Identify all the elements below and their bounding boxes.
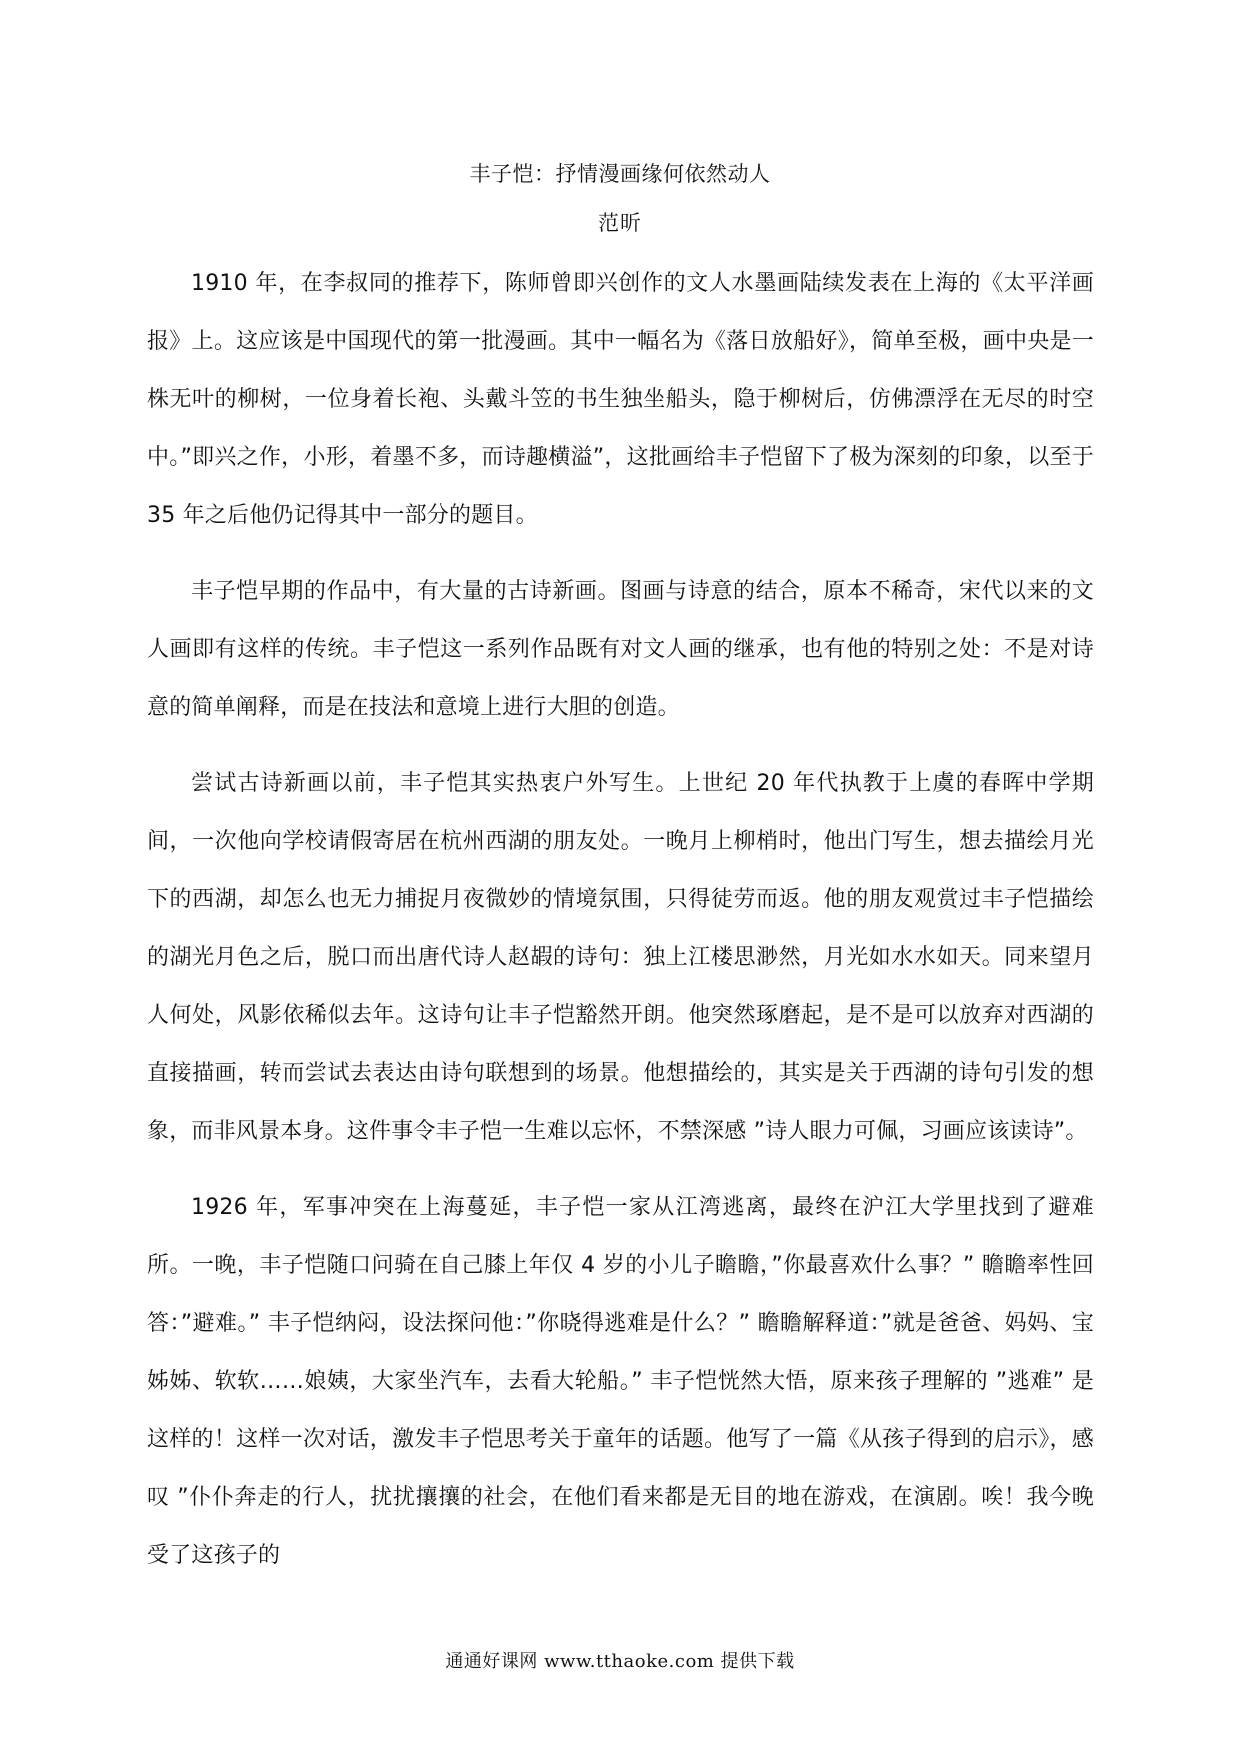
paragraph-1: 1910 年，在李叔同的推荐下，陈师曾即兴创作的文人水墨画陆续发表在上海的《太平洋画报》上。这应该是中国现代的第一批漫画。其中一幅名为《落日放船好》，简单至极，画中央是一株无叶的柳树，一位身着长袍、头戴斗笠的书生独坐船头，隐于柳树后，仿佛漂浮在无尽的时空中。”即兴之作，小形，着墨不多，而诗趣横溢”，这批画给丰子恺留下了极为深刻的印象，以至于 35 年之后他仍记得其中一部分的题目。 <box>147 271 1094 528</box>
document-author: 范昕 <box>598 211 642 235</box>
document-title: 丰子恺：抒情漫画缘何依然动人 <box>469 162 771 186</box>
document-body <box>147 255 1094 1603</box>
page-footer: 通通好课网 www.tthaoke.com 提供下载 <box>445 1651 795 1672</box>
paragraph-3: 尝试古诗新画以前，丰子恺其实热衷户外写生。上世纪 20 年代执教于上虞的春晖中学期间，一次他向学校请假寄居在杭州西湖的朋友处。一晚月上柳梢时，他出门写生，想去描绘月光下的西湖，却怎么也无力捕捉月夜微妙的情境氛围，只得徒劳而返。他的朋友观赏过丰子恺描绘的湖光月色之后，脱口而出唐代诗人赵嘏的诗句：独上江楼思渺然，月光如水水如天。同来望月人何处，风影依稀似去年。这诗句让丰子恺豁然开朗。他突然琢磨起，是不是可以放弃对西湖的直接描画，转而尝试去表达由诗句联想到的场景。他想描绘的，其实是关于西湖的诗句引发的想象，而非风景本身。这件事令丰子恺一生难以忘怀，不禁深感 ”诗人眼力可佩，习画应该读诗”。 <box>147 771 1094 1144</box>
paragraph-2: 丰子恺早期的作品中，有大量的古诗新画。图画与诗意的结合，原本不稀奇，宋代以来的文人画即有这样的传统。丰子恺这一系列作品既有对文人画的继承，也有他的特别之处：不是对诗意的简单阐释，而是在技法和意境上进行大胆的创造。 <box>147 579 1094 720</box>
paragraph-4: 1926 年，军事冲突在上海蔓延，丰子恺一家从江湾逃离，最终在沪江大学里找到了避难所。一晚，丰子恺随口问骑在自己膝上年仅 4 岁的小儿子瞻瞻，”你最喜欢什么事？” 瞻瞻率性回答：”避难。” 丰子恺纳闷，设法探问他：”你晓得逃难是什么？” 瞻瞻解释道：”就是爸爸、妈妈、宝姊姊、软软……娘姨，大家坐汽车，去看大轮船。” 丰子恺恍然大悟，原来孩子理解的 ”逃难” 是这样的！这样一次对话，激发丰子恺思考关于童年的话题。他写了一篇《从孩子得到的启示》，感叹 ”仆仆奔走的行人，扰扰攘攘的社会，在他们看来都是无目的地在游戏，在演剧。唉！我今晚受了这孩子的 <box>147 1195 1094 1568</box>
